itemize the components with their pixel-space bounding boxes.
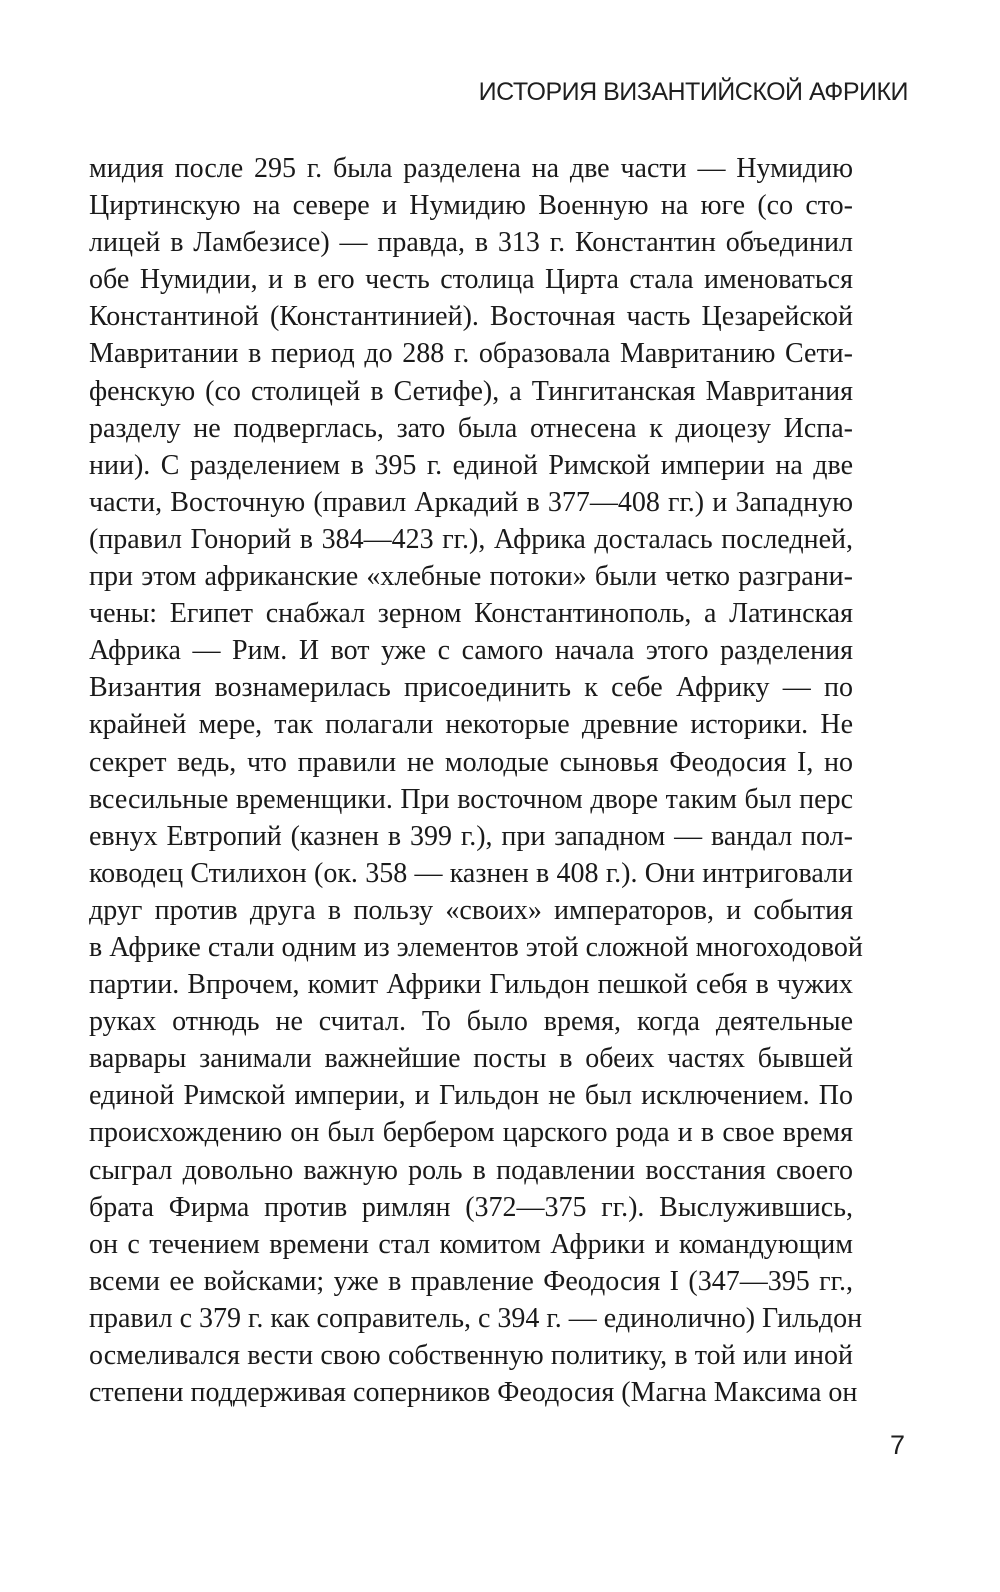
text-line: фенскую (со столицей в Сетифе), а Тингитанская Мавритания xyxy=(89,375,853,407)
text-line: Константиной (Константинией). Восточная часть Цезарейской xyxy=(89,301,853,333)
running-header-title: ИСТОРИЯ ВИЗАНТИЙСКОЙ АФРИКИ xyxy=(478,78,908,106)
text-line: обе Нумидии, и в его честь столица Цирта стала именоваться xyxy=(89,264,853,296)
body-text xyxy=(89,150,863,1411)
text-line: партии. Впрочем, комит Африки Гильдон пешкой себя в чужих xyxy=(89,969,853,1001)
page-number: 7 xyxy=(889,1430,905,1460)
text-line: брата Фирма против римлян (372—375 гг.). Выслужившись, xyxy=(89,1191,853,1223)
text-line: правил с 379 г. как соправитель, с 394 г. — единолично) Гильдон xyxy=(89,1302,863,1334)
text-line: всеми ее войсками; уже в правление Феодосия I (347—395 гг., xyxy=(89,1265,853,1297)
text-line: крайней мере, так полагали некоторые древние историки. Не xyxy=(89,709,853,741)
text-line: нии). С разделением в 395 г. единой Римской империи на две xyxy=(89,449,853,481)
text-line: чены: Египет снабжал зерном Константинополь, а Латинская xyxy=(89,598,853,630)
text-line: (правил Гонорий в 384—423 гг.), Африка досталась последней, xyxy=(89,523,853,555)
text-line: части, Восточную (правил Аркадий в 377—408 гг.) и Западную xyxy=(89,486,853,518)
text-line: происхождению он был бербером царского рода и в свое время xyxy=(89,1117,853,1149)
text-line: степени поддерживая соперников Феодосия (Магна Максима он xyxy=(89,1377,858,1409)
text-line: лицей в Ламбезисе) — правда, в 313 г. Константин объединил xyxy=(89,227,853,259)
text-line: ководец Стилихон (ок. 358 — казнен в 408 г.). Они интриговали xyxy=(89,857,853,889)
text-line: осмеливался вести свою собственную политику, в той или иной xyxy=(89,1340,853,1371)
text-line: Византия вознамерилась присоединить к себе Африку — по xyxy=(89,672,853,704)
text-line: всесильные временщики. При восточном дворе таким был перс xyxy=(89,783,853,815)
text-line: единой Римской империи, и Гильдон не был исключением. По xyxy=(89,1080,853,1112)
text-line: друг против друга в пользу «своих» императоров, и события xyxy=(89,894,853,926)
text-line: Африка — Рим. И вот уже с самого начала этого разделения xyxy=(89,635,853,667)
text-line: секрет ведь, что правили не молодые сыновья Феодосия I, но xyxy=(89,746,853,778)
text-line: при этом африканские «хлебные потоки» были четко разграни- xyxy=(89,561,853,593)
text-line: руках отнюдь не считал. То было время, когда деятельные xyxy=(89,1006,853,1038)
text-line: Циртинскую на севере и Нумидию Военную на юге (со сто- xyxy=(89,190,853,222)
text-line: варвары занимали важнейшие посты в обеих частях бывшей xyxy=(89,1043,853,1075)
text-line: сыграл довольно важную роль в подавлении восстания своего xyxy=(89,1154,853,1186)
text-line: Мавритании в период до 288 г. образовала Мавританию Сети- xyxy=(89,338,853,370)
text-line: разделу не подверглась, зато была отнесена к диоцезу Испа- xyxy=(89,412,853,444)
text-line: мидия после 295 г. была разделена на две части — Нумидию xyxy=(89,153,853,184)
text-line: в Африке стали одним из элементов этой сложной многоходовой xyxy=(89,931,863,963)
text-line: евнух Евтропий (казнен в 399 г.), при западном — вандал пол- xyxy=(89,820,853,852)
text-line: он с течением времени стал комитом Африки и командующим xyxy=(89,1228,853,1260)
